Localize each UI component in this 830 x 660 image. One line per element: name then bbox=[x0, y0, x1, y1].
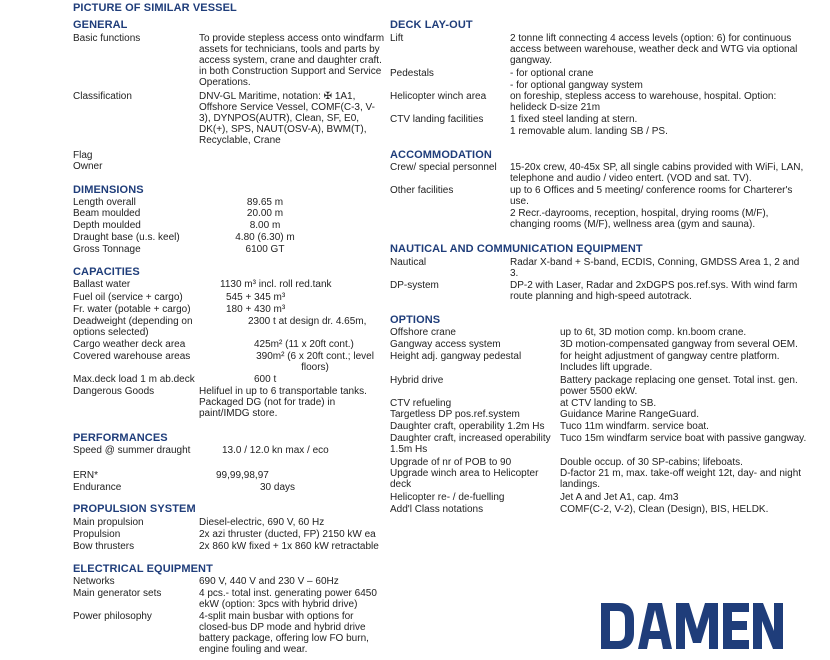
option-value: up to 6t, 3D motion comp. kn.boom crane. bbox=[560, 327, 747, 338]
dimension-label: Gross Tonnage bbox=[73, 244, 141, 255]
flag-label: Flag bbox=[73, 150, 93, 161]
ctv-landing-value: 1 removable alum. landing SB / PS. bbox=[510, 126, 668, 137]
option-label: Daughter craft, operability 1.2m Hs bbox=[390, 421, 545, 432]
cargo-deck-label: Cargo weather deck area bbox=[73, 339, 186, 350]
ballast-label: Ballast water bbox=[73, 279, 131, 290]
pedestals-label: Pedestals bbox=[390, 68, 434, 79]
endurance-label: Endurance bbox=[73, 482, 122, 493]
dangerous-goods-label: Dangerous Goods bbox=[73, 386, 155, 397]
option-value: Tuco 11m windfarm. service boat. bbox=[560, 421, 709, 432]
power-philosophy-label: Power philosophy bbox=[73, 611, 152, 622]
ern-value: 99,99,98,97 bbox=[216, 470, 269, 481]
fuel-value: 545 + 345 m³ bbox=[226, 292, 286, 303]
covered-area-label: Covered warehouse areas bbox=[73, 351, 191, 362]
option-label: CTV refueling bbox=[390, 398, 452, 409]
capacities-heading: CAPACITIES bbox=[73, 266, 140, 278]
option-label: Offshore crane bbox=[390, 327, 456, 338]
dimension-label: Depth moulded bbox=[73, 220, 141, 231]
lift-value: 2 tonne lift connecting 4 access levels (option: 6) for continuous access between warehouse, weather deck and WTG via optional gangway. bbox=[510, 33, 798, 66]
option-label: Helicopter re- / de-fuelling bbox=[390, 492, 505, 503]
dimension-value: 8.00 m bbox=[249, 220, 281, 231]
classification-value: DNV-GL Maritime, notation: ✠ 1A1, Offshore Service Vessel, COMF(C-3, V-3), DYNPOS(AUTR), Clean, SF, E0, DK(+), SPS, NAUT(OSV-A), BWM(T), Recyclable, Crane bbox=[199, 91, 375, 146]
deck-load-label: Max.deck load 1 m ab.deck bbox=[73, 374, 195, 385]
option-label: Height adj. gangway pedestal bbox=[390, 351, 522, 362]
deck-load-value: 600 t bbox=[254, 374, 277, 385]
dimension-value: 6100 GT bbox=[245, 244, 285, 255]
option-value: Double occup. of 30 SP-cabins; lifeboats. bbox=[560, 457, 743, 468]
accommodation-heading: ACCOMMODATION bbox=[390, 149, 492, 161]
dimension-label: Length overall bbox=[73, 197, 136, 208]
propulsion-label: Propulsion bbox=[73, 529, 121, 540]
propulsion-label: Bow thrusters bbox=[73, 541, 135, 552]
option-label: Upgrade of nr of POB to 90 bbox=[390, 457, 512, 468]
covered-area-value: 390m² (6 x 20ft cont.; level floors) bbox=[256, 351, 374, 373]
gensets-value: 4 pcs.- total inst. generating power 6450 ekW (option: 3pcs with hybrid drive) bbox=[199, 588, 377, 610]
option-value: Jet A and Jet A1, cap. 4m3 bbox=[560, 492, 679, 503]
nautical-value: Radar X-band + S-band, ECDIS, Conning, GMDSS Area 1, 2 and 3. bbox=[510, 257, 800, 279]
option-value: 3D motion-compensated gangway from several OEM. bbox=[560, 339, 798, 350]
damen-logo bbox=[601, 603, 783, 649]
crew-label: Crew/ special personnel bbox=[390, 162, 497, 173]
dimension-value: 89.65 m bbox=[246, 197, 284, 208]
general-heading: GENERAL bbox=[73, 19, 128, 31]
dp-system-value: DP-2 with Laser, Radar and 2xDGPS pos.ref.sys. With wind farm route planning and high-speed autotrack. bbox=[510, 280, 798, 302]
pedestals-value: - for optional crane bbox=[510, 68, 594, 79]
ctv-landing-label: CTV landing facilities bbox=[390, 114, 484, 125]
propulsion-value: 2x azi thruster (ducted, FP) 2150 kW ea bbox=[199, 529, 376, 540]
dp-system-label: DP-system bbox=[390, 280, 439, 291]
option-value: COMF(C-2, V-2), Clean (Design), BIS, HELDK. bbox=[560, 504, 769, 515]
dimension-value: 20.00 m bbox=[246, 208, 284, 219]
option-label: Targetless DP pos.ref.system bbox=[390, 409, 520, 420]
other-facilities-label: Other facilities bbox=[390, 185, 454, 196]
propulsion-value: Diesel-electric, 690 V, 60 Hz bbox=[199, 517, 325, 528]
propulsion-label: Main propulsion bbox=[73, 517, 144, 528]
deck-layout-heading: DECK LAY-OUT bbox=[390, 19, 473, 31]
option-label: Upgrade winch area to Helicopter deck bbox=[390, 468, 539, 490]
gensets-label: Main generator sets bbox=[73, 588, 162, 599]
dimensions-heading: DIMENSIONS bbox=[73, 184, 144, 196]
dimension-label: Draught base (u.s. keel) bbox=[73, 232, 180, 243]
basic-functions-label: Basic functions bbox=[73, 33, 141, 44]
speed-label: Speed @ summer draught bbox=[73, 445, 191, 456]
option-value: Guidance Marine RangeGuard. bbox=[560, 409, 699, 420]
option-label: Add'l Class notations bbox=[390, 504, 484, 515]
speed-value: 13.0 / 12.0 kn max / eco bbox=[222, 445, 329, 456]
option-label: Gangway access system bbox=[390, 339, 501, 350]
heli-winch-label: Helicopter winch area bbox=[390, 91, 487, 102]
heli-winch-value: on foreship, stepless access to warehouse, hospital. Option: helideck D-size 21m bbox=[510, 91, 777, 113]
nautical-label: Nautical bbox=[390, 257, 427, 268]
electrical-heading: ELECTRICAL EQUIPMENT bbox=[73, 563, 213, 575]
power-philosophy-value: 4-split main busbar with options for closed-bus DP mode and hybrid drive battery package, offering low FO burn, engine fouling and wear. bbox=[199, 611, 369, 655]
classification-label: Classification bbox=[73, 91, 132, 102]
networks-label: Networks bbox=[73, 576, 115, 587]
basic-functions-value: To provide stepless access onto windfarm assets for technicians, tools and parts by access system, crane and daughter craft. in both Construction Support and Service Operations. bbox=[199, 33, 385, 88]
ballast-value: 1130 m³ incl. roll red.tank bbox=[220, 279, 332, 290]
pedestals-value: - for optional gangway system bbox=[510, 80, 643, 91]
deadweight-value: 2300 t at design dr. 4.65m, bbox=[248, 316, 367, 327]
option-value: D-factor 21 m, max. take-off weight 12t, day- and night landings. bbox=[560, 468, 802, 490]
fresh-water-value: 180 + 430 m³ bbox=[226, 304, 286, 315]
cargo-deck-value: 425m² (11 x 20ft cont.) bbox=[254, 339, 354, 350]
propulsion-value: 2x 860 kW fixed + 1x 860 kW retractable bbox=[199, 541, 379, 552]
option-label: Daughter craft, increased operability 1.5m Hs bbox=[390, 433, 551, 455]
performances-heading: PERFORMANCES bbox=[73, 432, 168, 444]
page-title: PICTURE OF SIMILAR VESSEL bbox=[73, 2, 237, 14]
ctv-landing-value: 1 fixed steel landing at stern. bbox=[510, 114, 638, 125]
crew-value: 15-20x crew, 40-45x SP, all single cabins provided with WiFi, LAN, telephone and audio / video entert. (VOD and sat. TV). bbox=[510, 162, 804, 184]
other-facilities-value: up to 6 Offices and 5 meeting/ conference rooms for Charterer's use. bbox=[510, 185, 793, 207]
owner-label: Owner bbox=[73, 161, 103, 172]
propulsion-heading: PROPULSION SYSTEM bbox=[73, 503, 196, 515]
fuel-label: Fuel oil (service + cargo) bbox=[73, 292, 183, 303]
networks-value: 690 V, 440 V and 230 V – 60Hz bbox=[199, 576, 339, 587]
option-value: for height adjustment of gangway centre platform. Includes lift upgrade. bbox=[560, 351, 780, 373]
fresh-water-label: Fr. water (potable + cargo) bbox=[73, 304, 191, 315]
option-value: Battery package replacing one genset. Total inst. gen. power 5500 ekW. bbox=[560, 375, 798, 397]
option-label: Hybrid drive bbox=[390, 375, 444, 386]
nautical-heading: NAUTICAL AND COMMUNICATION EQUIPMENT bbox=[390, 243, 643, 255]
endurance-value: 30 days bbox=[260, 482, 296, 493]
dangerous-goods-value: Helifuel in up to 6 transportable tanks. Packaged DG (not for trade) in paint/IMDG store. bbox=[199, 386, 367, 419]
option-value: Tuco 15m windfarm service boat with passive gangway. bbox=[560, 433, 807, 444]
dimension-label: Beam moulded bbox=[73, 208, 141, 219]
other-facilities-value: 2 Recr.-dayrooms, reception, hospital, drying rooms (M/F), changing rooms (M/F), wellness area (gym and sauna). bbox=[510, 208, 769, 230]
ern-label: ERN* bbox=[73, 470, 99, 481]
lift-label: Lift bbox=[390, 33, 404, 44]
deadweight-label: Deadweight (depending on options selected) bbox=[73, 316, 193, 338]
options-heading: OPTIONS bbox=[390, 314, 441, 326]
option-value: at CTV landing to SB. bbox=[560, 398, 657, 409]
dimension-value: 4.80 (6.30) m bbox=[235, 232, 295, 243]
